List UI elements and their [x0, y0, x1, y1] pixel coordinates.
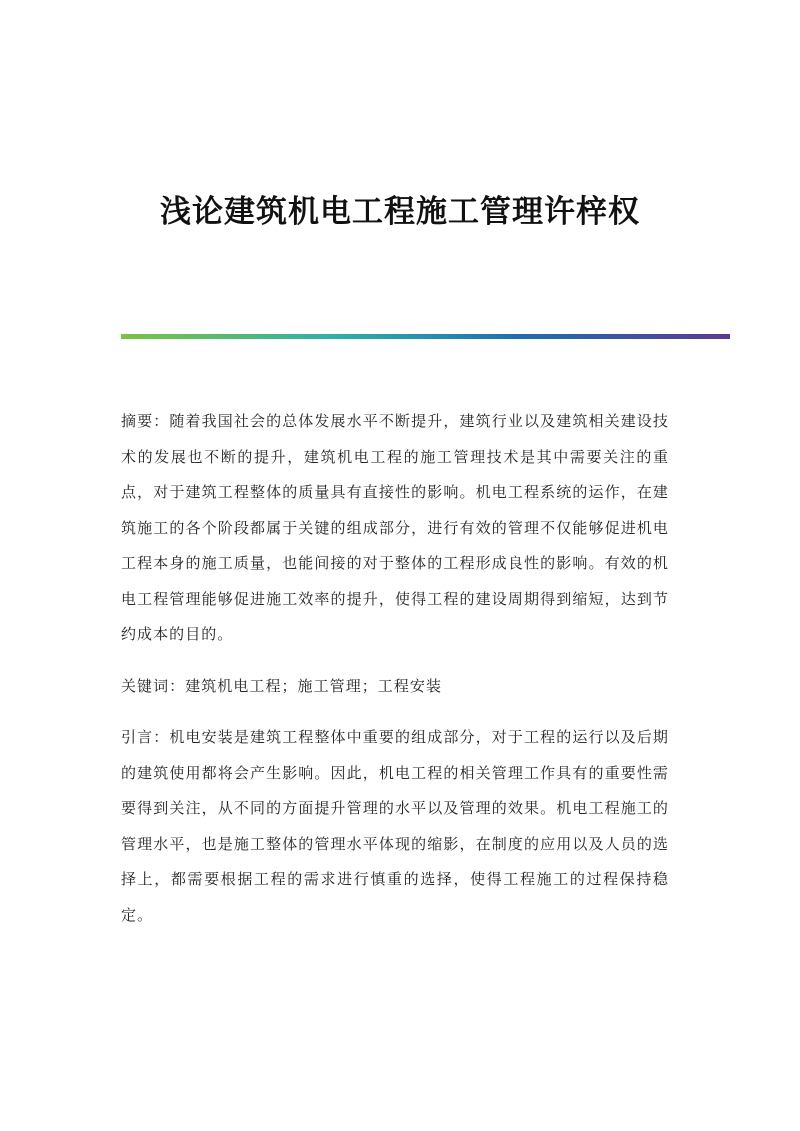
document-body: [121, 404, 669, 949]
abstract-paragraph: 摘要：随着我国社会的总体发展水平不断提升，建筑行业以及建筑相关建设技术的发展也不断的提升，建筑机电工程的施工管理技术是其中需要关注的重点，对于建筑工程整体的质量具有直接性的影响。机电工程系统的运作，在建筑施工的各个阶段都属于关键的组成部分，进行有效的管理不仅能够促进机电工程本身的施工质量，也能间接的对于整体的工程形成良性的影响。有效的机电工程管理能够促进施工效率的提升，使得工程的建设周期得到缩短，达到节约成本的目的。: [121, 412, 669, 643]
page-title: 浅论建筑机电工程施工管理许梓权: [160, 194, 640, 230]
title-divider: [121, 334, 730, 339]
keywords-paragraph: 关键词：建筑机电工程；施工管理；工程安装: [121, 676, 443, 695]
introduction-paragraph: 引言：机电安装是建筑工程整体中重要的组成部分，对于工程的运行以及后期的建筑使用都将会产生影响。因此，机电工程的相关管理工作具有的重要性需要得到关注，从不同的方面提升管理的水平以及管理的效果。机电工程施工的管理水平，也是施工整体的管理水平体现的缩影，在制度的应用以及人员的选择上，都需要根据工程的需求进行慎重的选择，使得工程施工的过程保持稳定。: [121, 728, 669, 924]
